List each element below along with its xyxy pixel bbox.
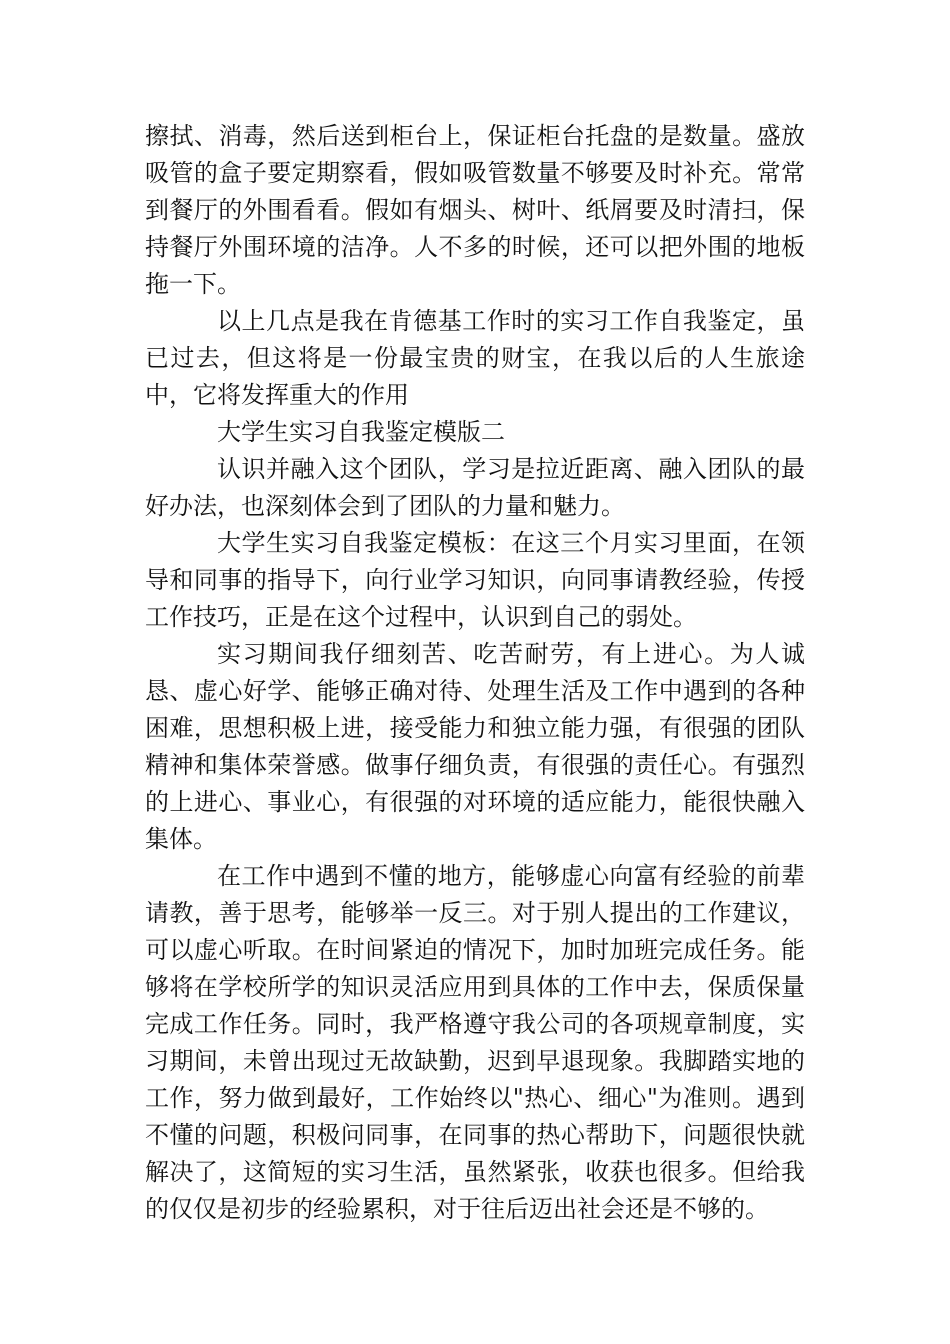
paragraph-work-attitude: 实习期间我仔细刻苦、吃苦耐劳，有上进心。为人诚恳、虚心好学、能够正确对待、处理生活及工作中遇到的各种困难，思想积极上进，接受能力和独立能力强，有很强的团队精神和集体荣誉感。做事仔细负责，有很强的责任心。有强烈的上进心、事业心，有很强的对环境的适应能力，能很快融入集体。 <box>145 640 805 853</box>
paragraph-three-months: 大学生实习自我鉴定模板：在这三个月实习里面，在领导和同事的指导下，向行业学习知识，向同事请教经验，传授工作技巧，正是在这个过程中，认识到自己的弱处。 <box>145 529 805 631</box>
paragraph-cleaning-duties: 擦拭、消毒，然后送到柜台上，保证柜台托盘的是数量。盛放吸管的盒子要定期察看，假如吸管数量不够要及时补充。常常到餐厅的外围看看。假如有烟头、树叶、纸屑要及时清扫，保持餐厅外围环境的洁净。人不多的时候，还可以把外围的地板拖一下。 <box>145 122 805 298</box>
paragraph-team-integration: 认识并融入这个团队，学习是拉近距离、融入团队的最好办法，也深刻体会到了团队的力量和魅力。 <box>145 455 805 520</box>
document-body <box>145 118 805 1228</box>
section-heading-template-two: 大学生实习自我鉴定模版二 <box>217 418 505 446</box>
paragraph-kfc-summary: 以上几点是我在肯德基工作时的实习工作自我鉴定，虽已过去，但这将是一份最宝贵的财宝，在我以后的人生旅途中，它将发挥重大的作用 <box>145 307 805 409</box>
paragraph-learning-experience: 在工作中遇到不懂的地方，能够虚心向富有经验的前辈请教，善于思考，能够举一反三。对于别人提出的工作建议，可以虚心听取。在时间紧迫的情况下，加时加班完成任务。能够将在学校所学的知识灵活应用到具体的工作中去，保质保量完成工作任务。同时，我严格遵守我公司的各项规章制度，实习期间，未曾出现过无故缺勤，迟到早退现象。我脚踏实地的工作，努力做到最好，工作始终以"热心、细心"为准则。遇到不懂的问题，积极问同事，在同事的热心帮助下，问题很快就解决了，这简短的实习生活，虽然紧张，收获也很多。但给我的仅仅是初步的经验累积，对于往后迈出社会还是不够的。 <box>145 862 805 1223</box>
